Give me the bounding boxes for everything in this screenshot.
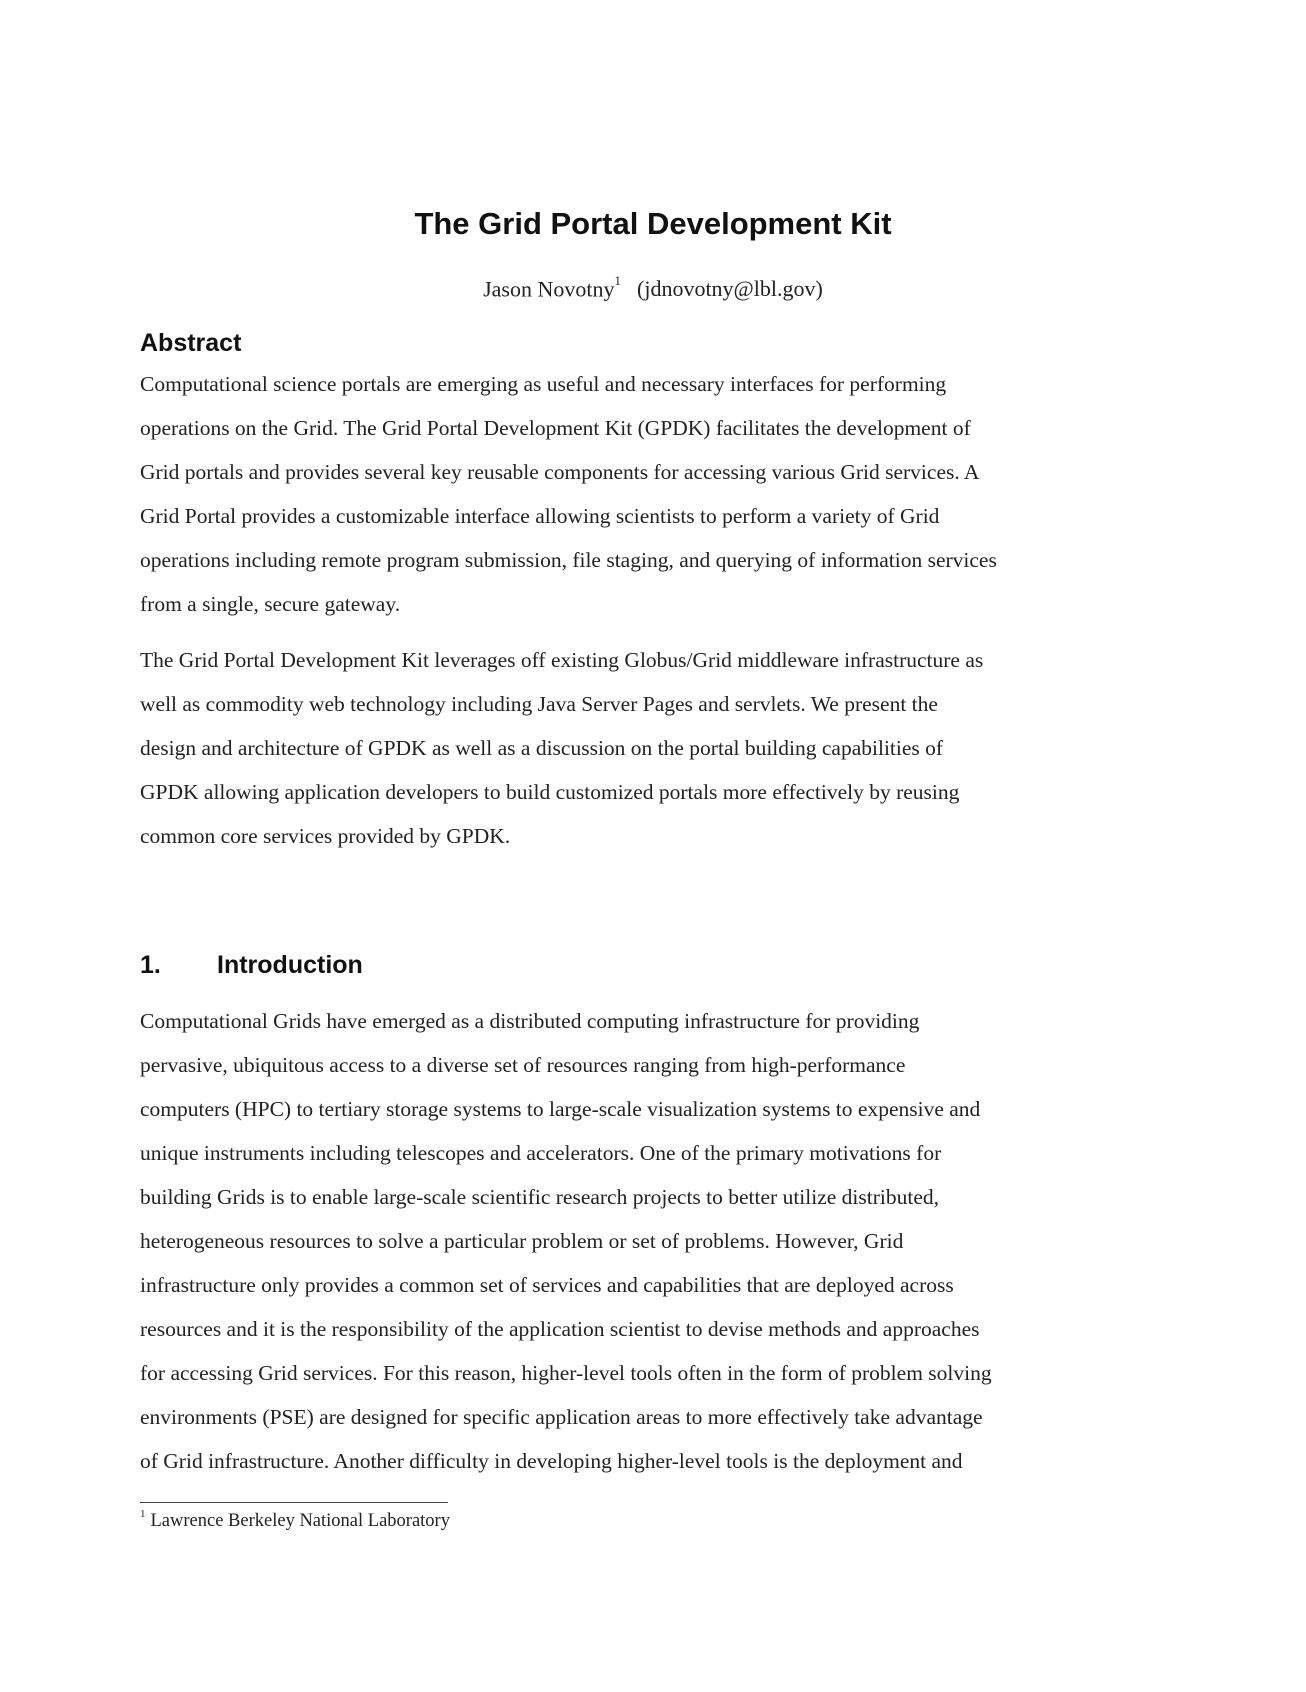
text-line: Computational science portals are emerging as useful and necessary interfaces for performing: [140, 372, 947, 396]
text-line: Grid portals and provides several key reusable components for accessing various Grid services. A: [140, 460, 980, 484]
text-line: infrastructure only provides a common set of services and capabilities that are deployed across: [140, 1273, 954, 1297]
text-line: operations including remote program submission, file staging, and querying of information services: [140, 548, 997, 572]
text-line: from a single, secure gateway.: [140, 592, 401, 616]
text-line: computers (HPC) to tertiary storage systems to large-scale visualization systems to expensive and: [140, 1097, 981, 1121]
author-email: (jdnovotny@lbl.gov): [637, 276, 823, 302]
text-line: GPDK allowing application developers to build customized portals more effectively by reusing: [140, 780, 960, 804]
introduction-paragraph: [140, 999, 1170, 1483]
text-line: for accessing Grid services. For this reason, higher-level tools often in the form of problem solving: [140, 1361, 992, 1385]
footnote: [140, 1510, 450, 1532]
section-number: 1.: [140, 951, 161, 979]
footnote-text: Lawrence Berkeley National Laboratory: [150, 1511, 450, 1532]
footnote-mark: 1: [140, 1508, 146, 1520]
abstract-paragraph-1: [140, 362, 1170, 626]
text-line: unique instruments including telescopes and accelerators. One of the primary motivations for: [140, 1141, 942, 1165]
author-name: Jason Novotny: [483, 276, 615, 302]
author-line: [0, 273, 1306, 302]
text-line: Grid Portal provides a customizable interface allowing scientists to perform a variety of Grid: [140, 504, 940, 528]
abstract-heading: Abstract: [140, 329, 242, 357]
text-line: building Grids is to enable large-scale scientific research projects to better utilize distributed,: [140, 1185, 940, 1209]
text-line: pervasive, ubiquitous access to a diverse set of resources ranging from high-performance: [140, 1053, 906, 1077]
text-line: environments (PSE) are designed for specific application areas to more effectively take advantage: [140, 1405, 983, 1429]
text-line: of Grid infrastructure. Another difficulty in developing higher-level tools is the deployment and: [140, 1449, 963, 1473]
text-line: resources and it is the responsibility of the application scientist to devise methods and approaches: [140, 1317, 980, 1341]
section-title: Introduction: [217, 951, 363, 979]
text-line: The Grid Portal Development Kit leverages off existing Globus/Grid middleware infrastructure as: [140, 648, 984, 672]
paper-title: The Grid Portal Development Kit: [414, 206, 892, 241]
text-line: Computational Grids have emerged as a distributed computing infrastructure for providing: [140, 1009, 920, 1033]
abstract-paragraph-2: [140, 638, 1170, 858]
footnote-separator: [140, 1502, 448, 1503]
text-line: heterogeneous resources to solve a particular problem or set of problems. However, Grid: [140, 1229, 904, 1253]
author-footnote-mark: 1: [614, 273, 621, 288]
text-line: common core services provided by GPDK.: [140, 824, 511, 848]
introduction-heading: [140, 951, 363, 980]
text-line: well as commodity web technology including Java Server Pages and servlets. We present the: [140, 692, 938, 716]
text-line: design and architecture of GPDK as well as a discussion on the portal building capabilities of: [140, 736, 944, 760]
text-line: operations on the Grid. The Grid Portal Development Kit (GPDK) facilitates the development of: [140, 416, 971, 440]
